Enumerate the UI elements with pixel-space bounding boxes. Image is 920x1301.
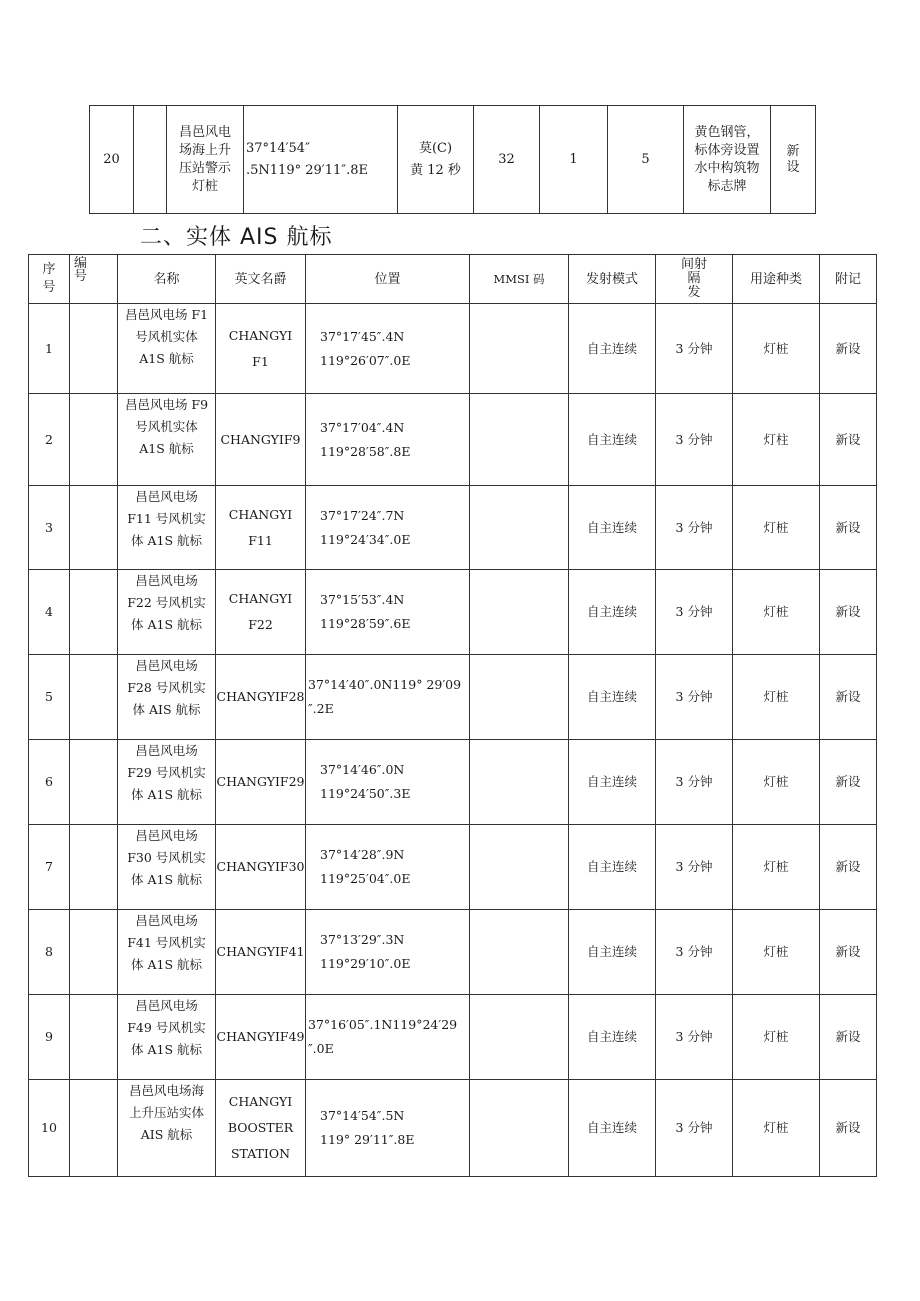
cell-usage: 灯桩 [733, 655, 820, 740]
cell-seq: 10 [29, 1080, 70, 1177]
beacon-light: 莫(C) 黄 12 秒 [398, 106, 474, 214]
row-number: 20 [90, 106, 134, 214]
cell-seq: 7 [29, 825, 70, 910]
cell-en-name: CHANGYI F1 [216, 304, 306, 394]
beacon-structure: 黄色钢管， 标体旁设置 水中构筑物 标志牌 [684, 106, 771, 214]
ais-beacon-table [28, 254, 877, 1177]
cell-remark: 新设 [820, 825, 877, 910]
table-row [29, 394, 877, 486]
table-row [29, 304, 877, 394]
cell-en-name: CHANGYI F11 [216, 486, 306, 570]
cell-usage: 灯桩 [733, 1080, 820, 1177]
cell-mmsi [470, 910, 569, 995]
cell-mmsi [470, 304, 569, 394]
cell-interval: 3 分钟 [656, 740, 733, 825]
cell-position: 37°13′29″.3N 119°29′10″.0E [306, 910, 470, 995]
cell-en-name: CHANGYIF49 [216, 995, 306, 1080]
cell-interval: 3 分钟 [656, 570, 733, 655]
cell-interval: 3 分钟 [656, 995, 733, 1080]
cell-usage: 灯桩 [733, 304, 820, 394]
cell-code [70, 825, 118, 910]
cell-usage: 灯桩 [733, 825, 820, 910]
cell-usage: 灯柱 [733, 394, 820, 486]
cell-tx-mode: 自主连续 [569, 394, 656, 486]
header-en-name: 英文名爵 [216, 255, 306, 304]
cell-seq: 9 [29, 995, 70, 1080]
cell-usage: 灯桩 [733, 740, 820, 825]
cell-remark: 新设 [820, 655, 877, 740]
cell-name: 昌邑风电场 F9 号风机实体 A1S 航标 [118, 394, 216, 486]
cell-code [70, 740, 118, 825]
cell-code [70, 1080, 118, 1177]
table-row [29, 740, 877, 825]
cell-seq: 5 [29, 655, 70, 740]
light-beacon-table [89, 105, 816, 214]
header-code [70, 255, 118, 304]
cell-position: 37°14′40″.0N119° 29′09 ″.2E [306, 655, 470, 740]
cell-remark: 新设 [820, 486, 877, 570]
beacon-range: 1 [540, 106, 608, 214]
table-row [29, 825, 877, 910]
cell-en-name: CHANGYI BOOSTER STATION [216, 1080, 306, 1177]
cell-seq: 6 [29, 740, 70, 825]
cell-tx-mode: 自主连续 [569, 740, 656, 825]
cell-usage: 灯桩 [733, 910, 820, 995]
cell-name: 昌邑风电场 F28 号风机实 体 AIS 航标 [118, 655, 216, 740]
cell-tx-mode: 自主连续 [569, 910, 656, 995]
cell-mmsi [470, 655, 569, 740]
cell-en-name: CHANGYIF9 [216, 394, 306, 486]
header-usage: 用途种类 [733, 255, 820, 304]
cell-name: 昌邑风电场 F29 号风机实 体 A1S 航标 [118, 740, 216, 825]
cell-mmsi [470, 570, 569, 655]
cell-remark: 新设 [820, 910, 877, 995]
cell-name: 昌邑风电场 F22 号风机实 体 A1S 航标 [118, 570, 216, 655]
cell-position: 37°17′04″.4N 119°28′58″.8E [306, 394, 470, 486]
cell-tx-mode: 自主连续 [569, 304, 656, 394]
beacon-name: 昌邑风电 场海上升 压站警示 灯桩 [167, 106, 244, 214]
cell-position: 37°15′53″.4N 119°28′59″.6E [306, 570, 470, 655]
cell-interval: 3 分钟 [656, 910, 733, 995]
cell-remark: 新设 [820, 995, 877, 1080]
table-row [29, 486, 877, 570]
cell-name: 昌邑风电场 F49 号风机实 体 A1S 航标 [118, 995, 216, 1080]
cell-en-name: CHANGYI F22 [216, 570, 306, 655]
row-code [134, 106, 167, 214]
cell-code [70, 570, 118, 655]
cell-interval: 3 分钟 [656, 825, 733, 910]
header-tx-mode: 发射模式 [569, 255, 656, 304]
cell-code [70, 995, 118, 1080]
beacon-position: 37°14′54″ .5N119° 29′11″.8E [244, 106, 398, 214]
cell-en-name: CHANGYIF30 [216, 825, 306, 910]
cell-position: 37°17′45″.4N 119°26′07″.0E [306, 304, 470, 394]
header-remark: 附记 [820, 255, 877, 304]
header-seq: 序 号 [29, 255, 70, 304]
cell-remark: 新设 [820, 304, 877, 394]
section-title: 二、实体 AIS 航标 [140, 225, 333, 250]
header-position: 位置 [306, 255, 470, 304]
cell-tx-mode: 自主连续 [569, 995, 656, 1080]
cell-usage: 灯桩 [733, 486, 820, 570]
cell-tx-mode: 自主连续 [569, 825, 656, 910]
cell-interval: 3 分钟 [656, 394, 733, 486]
header-name: 名称 [118, 255, 216, 304]
cell-remark: 新设 [820, 1080, 877, 1177]
cell-code [70, 304, 118, 394]
cell-interval: 3 分钟 [656, 1080, 733, 1177]
cell-seq: 3 [29, 486, 70, 570]
cell-interval: 3 分钟 [656, 304, 733, 394]
cell-interval: 3 分钟 [656, 655, 733, 740]
cell-tx-mode: 自主连续 [569, 655, 656, 740]
cell-name: 昌邑风电场 F41 号风机实 体 A1S 航标 [118, 910, 216, 995]
beacon-size: 5 [608, 106, 684, 214]
cell-seq: 8 [29, 910, 70, 995]
cell-name: 昌邑风电场 F1 号风机实体 A1S 航标 [118, 304, 216, 394]
cell-seq: 4 [29, 570, 70, 655]
cell-remark: 新设 [820, 740, 877, 825]
table-row [90, 106, 816, 214]
cell-tx-mode: 自主连续 [569, 1080, 656, 1177]
header-row [29, 255, 877, 304]
cell-mmsi [470, 1080, 569, 1177]
cell-tx-mode: 自主连续 [569, 486, 656, 570]
cell-name: 昌邑风电场海 上升压站实体 AIS 航标 [118, 1080, 216, 1177]
cell-remark: 新设 [820, 570, 877, 655]
cell-mmsi [470, 825, 569, 910]
cell-interval: 3 分钟 [656, 486, 733, 570]
cell-remark: 新设 [820, 394, 877, 486]
cell-seq: 1 [29, 304, 70, 394]
cell-mmsi [470, 394, 569, 486]
cell-position: 37°14′28″.9N 119°25′04″.0E [306, 825, 470, 910]
cell-position: 37°16′05″.1N119°24′29 ″.0E [306, 995, 470, 1080]
header-code-label: 编 号 [74, 256, 88, 284]
table-row [29, 1080, 877, 1177]
table-row [29, 995, 877, 1080]
cell-code [70, 394, 118, 486]
cell-code [70, 910, 118, 995]
beacon-remark: 新 设 [771, 106, 816, 214]
cell-position: 37°14′46″.0N 119°24′50″.3E [306, 740, 470, 825]
cell-en-name: CHANGYIF28 [216, 655, 306, 740]
cell-name: 昌邑风电场 F30 号风机实 体 A1S 航标 [118, 825, 216, 910]
cell-tx-mode: 自主连续 [569, 570, 656, 655]
cell-code [70, 486, 118, 570]
cell-mmsi [470, 995, 569, 1080]
table-row [29, 570, 877, 655]
cell-seq: 2 [29, 394, 70, 486]
cell-position: 37°17′24″.7N 119°24′34″.0E [306, 486, 470, 570]
cell-code [70, 655, 118, 740]
cell-mmsi [470, 486, 569, 570]
table-row [29, 910, 877, 995]
cell-en-name: CHANGYIF41 [216, 910, 306, 995]
cell-mmsi [470, 740, 569, 825]
header-mmsi: MMSI 码 [470, 255, 569, 304]
beacon-height: 32 [474, 106, 540, 214]
cell-position: 37°14′54″.5N 119° 29′11″.8E [306, 1080, 470, 1177]
table-row [29, 655, 877, 740]
cell-en-name: CHANGYIF29 [216, 740, 306, 825]
cell-name: 昌邑风电场 F11 号风机实 体 A1S 航标 [118, 486, 216, 570]
header-interval: 间射 隔 发 [656, 255, 733, 304]
cell-usage: 灯桩 [733, 995, 820, 1080]
cell-usage: 灯桩 [733, 570, 820, 655]
